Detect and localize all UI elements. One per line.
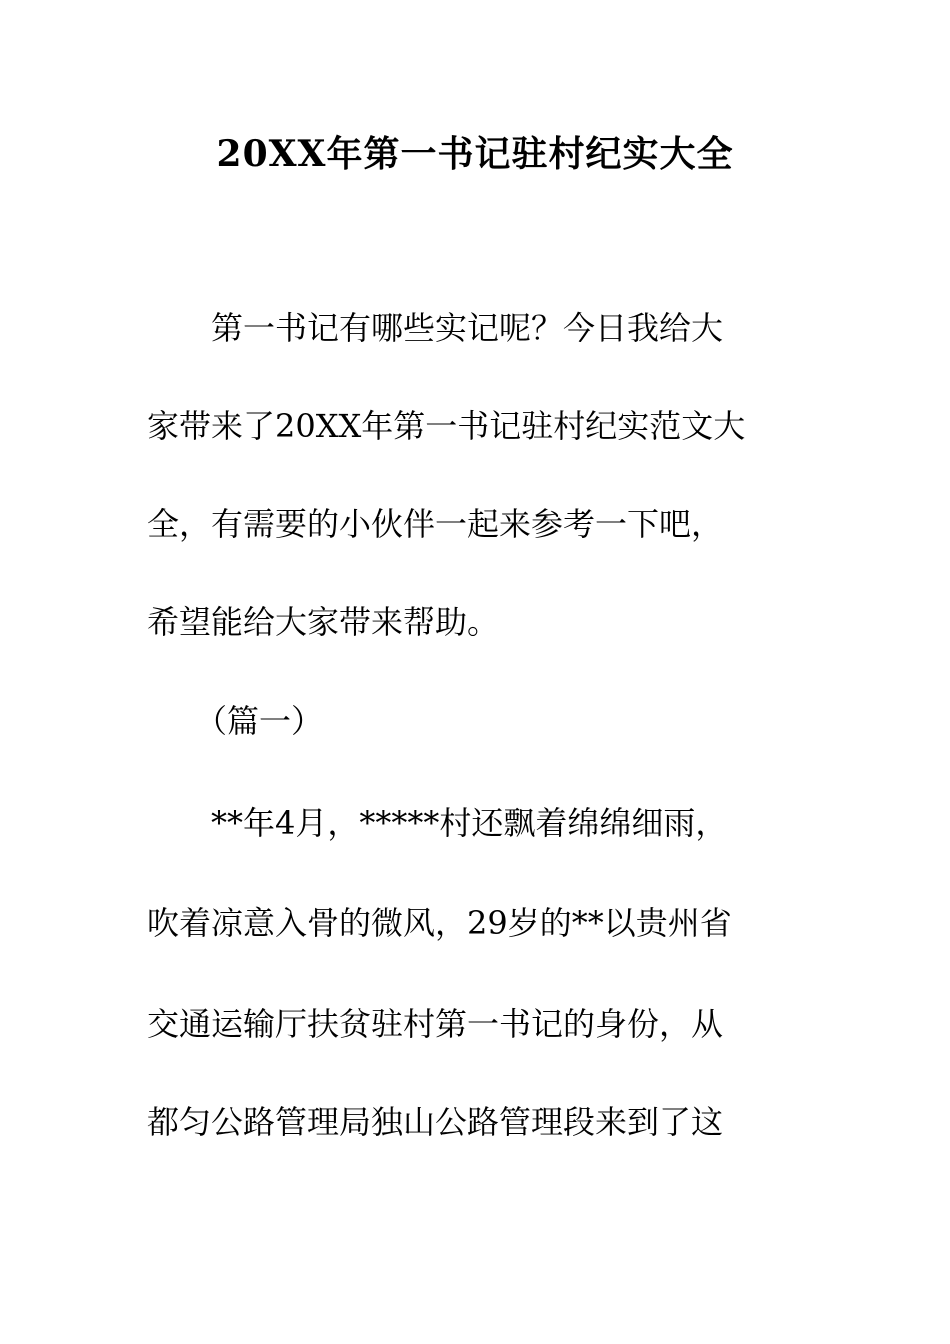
body-line: 全，有需要的小伙伴一起来参考一下吧， [147,505,724,543]
body-line: 第一书记有哪些实记呢？今日我给大 [147,309,724,347]
body-line: 家带来了20XX年第一书记驻村纪实范文大 [147,407,746,445]
section-heading: （篇一） [147,702,324,740]
body-line: 都匀公路管理局独山公路管理段来到了这 [147,1103,724,1141]
body-line: 吹着凉意入骨的微风，29岁的**以贵州省 [147,904,732,942]
document-title: 20XX年第一书记驻村纪实大全 [216,133,734,175]
body-line: 交通运输厅扶贫驻村第一书记的身份，从 [147,1005,724,1043]
body-line: **年4月，*****村还飘着绵绵细雨， [147,804,728,842]
body-line: 希望能给大家带来帮助。 [147,603,500,641]
